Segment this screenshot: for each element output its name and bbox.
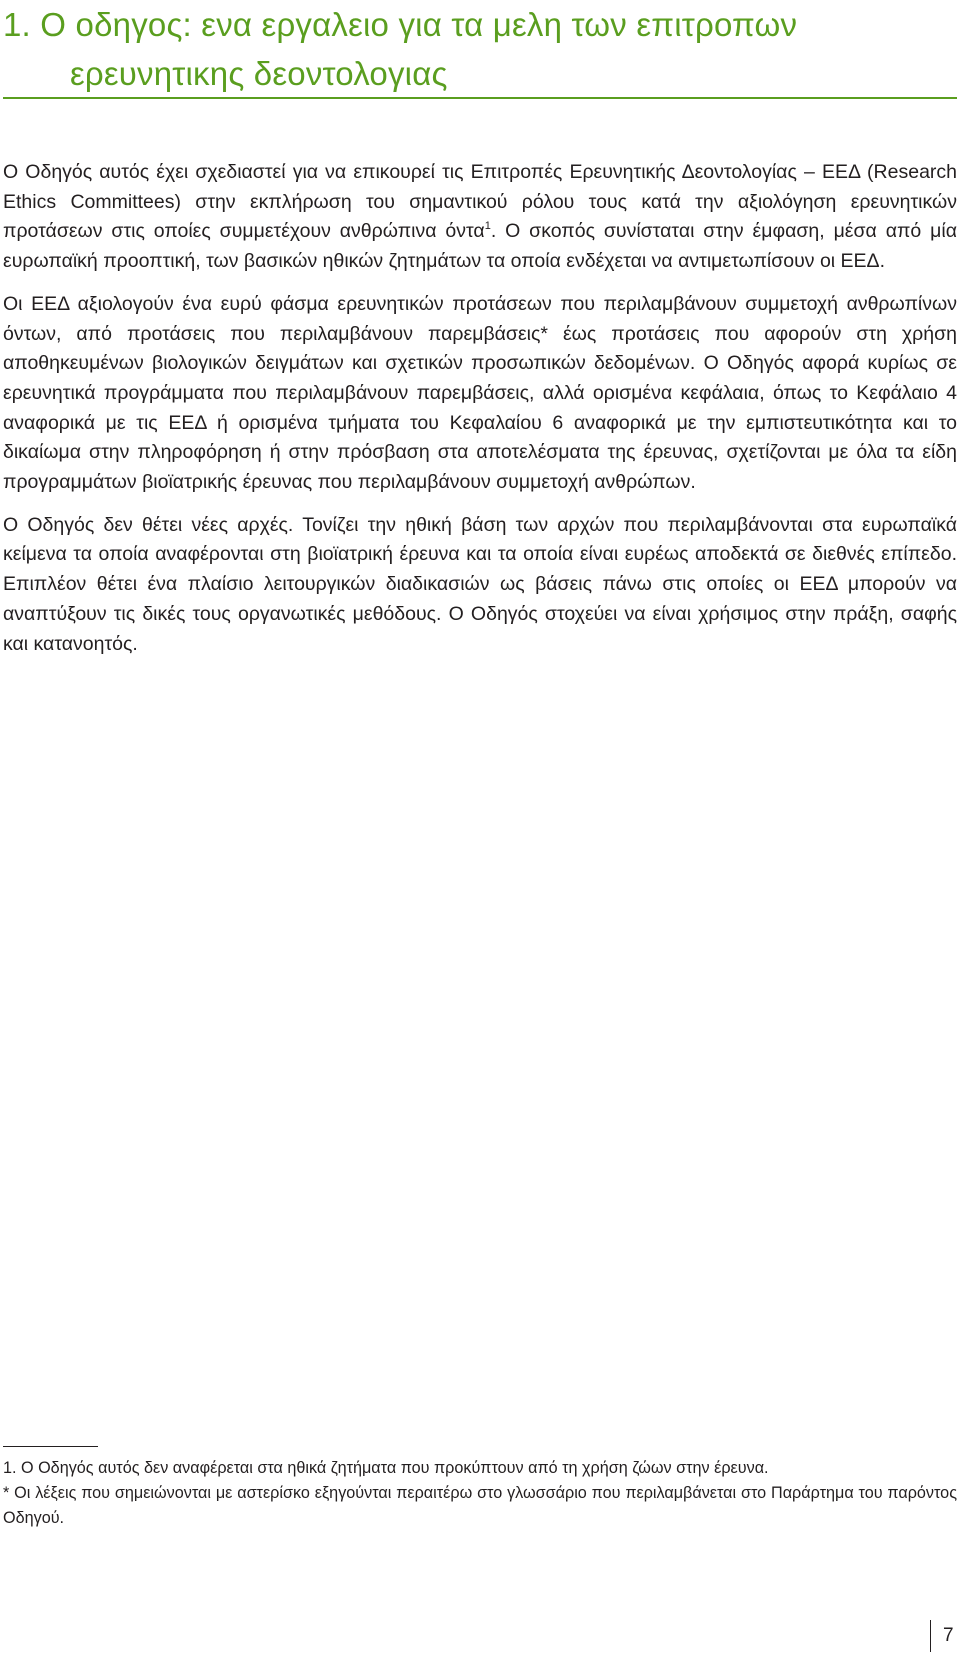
- footnote-asterisk: * Οι λέξεις που σημειώνονται με αστερίσκο εξηγούνται περαιτέρω στο γλωσσάριο που περιλαμβάνεται στο Παράρτημα του παρόντος Οδηγού.: [3, 1484, 957, 1527]
- main-body: [3, 158, 957, 672]
- footnote-divider: [3, 1446, 98, 1447]
- page-title-line-1: 1. Ο οδηγος: ενα εργαλειο για τα μελη των επιτροπων: [3, 6, 798, 43]
- page-number: 7: [943, 1625, 954, 1646]
- paragraph-scope: Οι ΕΕΔ αξιολογούν ένα ευρύ φάσμα ερευνητικών προτάσεων που περιλαμβάνουν συμμετοχή ανθρωπίνων όντων, από προτάσεις που περιλαμβάνουν παρεμβάσεις* έως προτάσεις που αφορούν στη χρήση αποθηκευμένων βιολογικών δειγμάτων και σχετικών προσωπικών δεδομένων. Ο Οδηγός αφορά κυρίως σε ερευνητικά προγράμματα που περιλαμβάνουν παρεμβάσεις, αλλά ορισμένα κεφάλαια, όπως το Κεφάλαιο 4 αναφορικά με τις ΕΕΔ ή ορισμένα τμήματα του Κεφαλαίου 6 αναφορικά με την εμπιστευτικότητα και το δικαίωμα στην πληροφόρηση ή στην πρόσβαση στα αποτελέσματα της έρευνας, σχετίζονται με όλα τα είδη προγραμμάτων βιοϊατρικής έρευνας που περιλαμβάνουν συμμετοχή ανθρώπων.: [3, 292, 957, 494]
- paragraph-intro: [3, 158, 957, 277]
- footnote-reference[interactable]: 1: [484, 220, 491, 233]
- page-title: [3, 0, 943, 98]
- page-number-divider: [930, 1620, 931, 1652]
- paragraph-principles: Ο Οδηγός δεν θέτει νέες αρχές. Τονίζει την ηθική βάση των αρχών που περιλαμβάνονται στα ευρωπαϊκά κείμενα τα οποία αναφέρονται στη βιοϊατρική έρευνα και τα οποία είναι ευρέως αποδεκτά σε διεθνές επίπεδο. Επιπλέον θέτει ένα πλαίσιο λειτουργικών διαδικασιών ως βάσεις πάνω στις οποίες οι ΕΕΔ μπορούν να αναπτύξουν τις δικές τους οργανωτικές μεθόδους. Ο Οδηγός στοχεύει να είναι χρήσιμος στην πράξη, σαφής και κατανοητός.: [3, 513, 957, 655]
- paragraph-intro-text: Ο Οδηγός αυτός έχει σχεδιαστεί για να επικουρεί τις Επιτροπές Ερευνητικής Δεοντολογίας – ΕΕΔ (Research Ethics Committees) στην εκπλήρωση του σημαντικού ρόλου τους κατά την αξιολόγηση ερευνητικών προτάσεων στις οποίες συμμετέχουν ανθρώπινα όντα: [3, 161, 957, 243]
- footnotes: [3, 1456, 957, 1531]
- page-title-line-2: ερευνητικης δεοντολογιας: [70, 55, 448, 92]
- title-divider: [3, 97, 957, 99]
- footnote-1: 1. Ο Οδηγός αυτός δεν αναφέρεται στα ηθικά ζητήματα που προκύπτουν από τη χρήση ζώων στην έρευνα.: [3, 1459, 769, 1477]
- paragraph-intro-text-cont: . Ο σκοπός συνίσταται στην έμφαση, μέσα από μία ευρωπαϊκή προοπτική, των βασικών ηθικών ζητημάτων τα οποία ενδέχεται να αντιμετωπίσουν οι ΕΕΔ.: [3, 220, 957, 273]
